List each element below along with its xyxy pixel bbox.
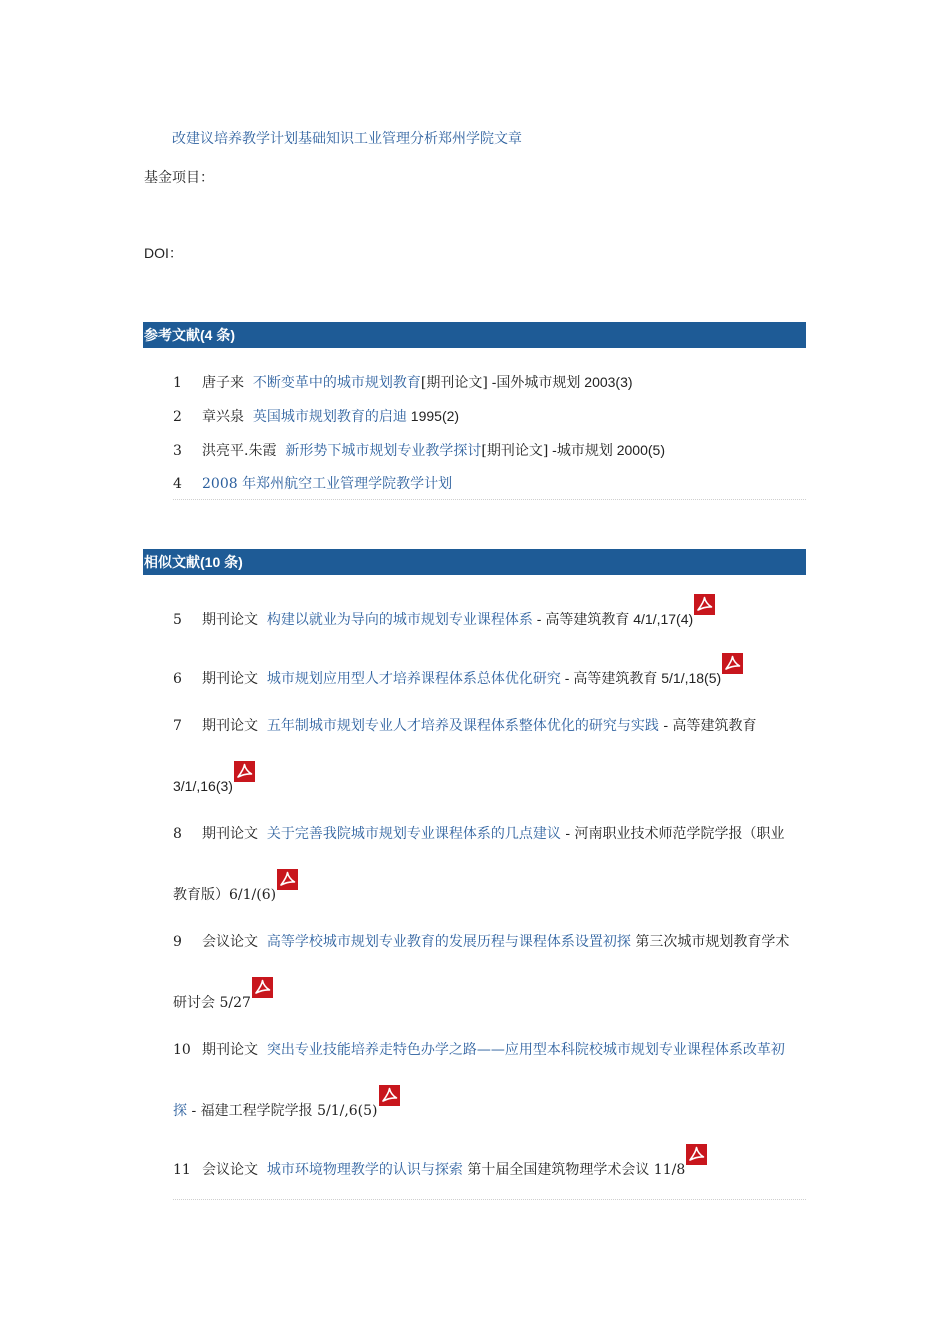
similar-title-link[interactable]: 构建以就业为导向的城市规划专业课程体系 bbox=[266, 612, 533, 628]
pdf-file-icon[interactable] bbox=[722, 653, 743, 674]
similar-source: - 高等建筑教育 bbox=[658, 718, 757, 734]
pdf-file-icon[interactable] bbox=[252, 977, 273, 998]
pdf-file-icon[interactable] bbox=[234, 761, 255, 782]
similar-number: 5 bbox=[173, 612, 182, 628]
similar-title-link[interactable]: 城市规划应用型人才培养课程体系总体优化研究 bbox=[266, 671, 561, 687]
reference-authors: 唐子来 bbox=[202, 375, 244, 391]
similar-title-link[interactable]: 城市环境物理教学的认识与探索 bbox=[266, 1162, 463, 1178]
reference-title-link[interactable]: 英国城市规划教育的启迪 bbox=[252, 409, 407, 425]
divider bbox=[173, 1199, 806, 1200]
fund-label: 基金项目： bbox=[144, 170, 214, 186]
reference-title-link[interactable]: 新形势下城市规划专业教学探讨 bbox=[285, 443, 482, 459]
reference-source: 1995(2) bbox=[406, 408, 460, 424]
similar-item-continuation bbox=[173, 977, 273, 1013]
similar-item bbox=[173, 653, 743, 689]
similar-title-link[interactable]: 五年制城市规划专业人才培养及课程体系整体优化的研究与实践 bbox=[266, 718, 659, 734]
doi-label: DOI： bbox=[144, 245, 183, 261]
pdf-file-icon[interactable] bbox=[277, 869, 298, 890]
reference-authors: 洪亮平.朱霞 bbox=[202, 443, 277, 459]
similar-source: - 高等建筑教育 4/1/,17(4) bbox=[532, 611, 694, 627]
pdf-file-icon[interactable] bbox=[694, 594, 715, 615]
similar-kind: 期刊论文 bbox=[202, 718, 258, 734]
similar-source: 第三次城市规划教育学术 bbox=[630, 934, 790, 950]
reference-source: -国外城市规划 2003(3) bbox=[487, 374, 633, 390]
reference-title-link[interactable]: 2008 年郑州航空工业管理学院教学计划 bbox=[202, 476, 453, 492]
similar-number: 7 bbox=[173, 718, 182, 734]
similar-title-link[interactable]: 突出专业技能培养走特色办学之路——应用型本科院校城市规划专业课程体系改革初 bbox=[266, 1042, 785, 1058]
similar-item bbox=[173, 594, 715, 630]
similar-number: 10 bbox=[173, 1042, 191, 1058]
similar-source-cont: 研讨会 5/27 bbox=[173, 995, 251, 1011]
divider bbox=[173, 499, 806, 500]
similar-number: 9 bbox=[173, 934, 182, 950]
similar-title-link[interactable]: 高等学校城市规划专业教育的发展历程与课程体系设置初探 bbox=[266, 934, 631, 950]
similar-item bbox=[173, 824, 785, 844]
similar-item bbox=[173, 1040, 785, 1060]
similar-source: - 河南职业技术师范学院学报（职业 bbox=[560, 826, 785, 842]
keywords-line[interactable]: 改建议培养教学计划基础知识工业管理分析郑州学院文章 bbox=[172, 131, 522, 147]
similar-item bbox=[173, 1144, 707, 1180]
reference-number: 3 bbox=[173, 443, 182, 459]
similar-item-continuation bbox=[173, 869, 298, 905]
reference-source: -城市规划 2000(5) bbox=[548, 442, 665, 458]
reference-title-link[interactable]: 不断变革中的城市规划教育 bbox=[252, 375, 421, 391]
reference-item bbox=[173, 474, 452, 494]
similar-item-continuation bbox=[173, 1085, 400, 1121]
similar-kind: 会议论文 bbox=[202, 934, 258, 950]
references-header: 参考文献(4 条) bbox=[143, 322, 806, 348]
reference-item bbox=[173, 440, 665, 461]
similar-header: 相似文献(10 条) bbox=[143, 549, 806, 575]
reference-item bbox=[173, 406, 459, 427]
similar-kind: 期刊论文 bbox=[202, 671, 258, 687]
similar-source-cont: 教育版）6/1/(6) bbox=[173, 887, 277, 903]
similar-title-link-cont[interactable]: 探 bbox=[173, 1103, 187, 1119]
similar-number: 11 bbox=[173, 1162, 191, 1178]
similar-source-cont: - 福建工程学院学报 5/1/,6(5) bbox=[187, 1103, 378, 1119]
similar-kind: 期刊论文 bbox=[202, 612, 258, 628]
reference-item bbox=[173, 372, 633, 393]
similar-source: 第十届全国建筑物理学术会议 11/8 bbox=[462, 1162, 686, 1178]
similar-kind: 期刊论文 bbox=[202, 826, 258, 842]
similar-number: 6 bbox=[173, 671, 182, 687]
reference-type: [期刊论文] bbox=[481, 443, 549, 459]
reference-authors: 章兴泉 bbox=[202, 409, 244, 425]
similar-item bbox=[173, 932, 789, 952]
similar-number: 8 bbox=[173, 826, 182, 842]
similar-item bbox=[173, 716, 757, 736]
similar-title-link[interactable]: 关于完善我院城市规划专业课程体系的几点建议 bbox=[266, 826, 561, 842]
similar-item-continuation bbox=[173, 761, 255, 797]
reference-type: [期刊论文] bbox=[420, 375, 488, 391]
similar-kind: 会议论文 bbox=[202, 1162, 258, 1178]
similar-kind: 期刊论文 bbox=[202, 1042, 258, 1058]
reference-number: 2 bbox=[173, 409, 182, 425]
reference-number: 1 bbox=[173, 375, 182, 391]
pdf-file-icon[interactable] bbox=[686, 1144, 707, 1165]
similar-source-cont: 3/1/,16(3) bbox=[173, 778, 233, 794]
similar-source: - 高等建筑教育 5/1/,18(5) bbox=[560, 670, 722, 686]
pdf-file-icon[interactable] bbox=[379, 1085, 400, 1106]
reference-number: 4 bbox=[173, 476, 182, 492]
